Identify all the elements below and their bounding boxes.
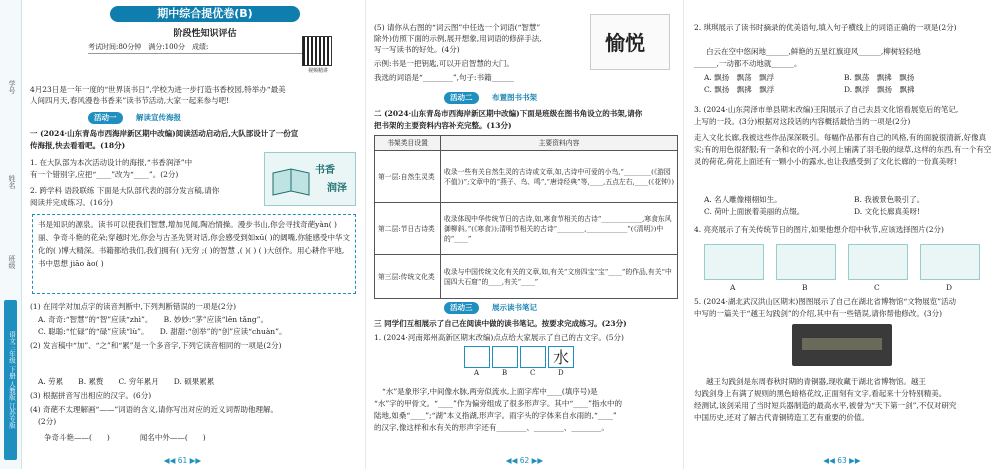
table-cell: 收录体现中华传统节日的古诗,如,寒食节相关的古诗“____________,寒食东风御柳斜。”(《寒食》);清明节相关的古诗“________,____________”(《清明》)中的“____” — [441, 203, 678, 255]
activity-1-title: 解读宣传海报 — [136, 113, 181, 122]
option-c-label: C — [530, 369, 536, 377]
q2-stem-1: 二 (2024·山东青岛市西海岸新区期中改编)下面是班级在图书角设立的书架,请你 — [374, 109, 643, 118]
q1-2-sub-4: (4) 奇葩不太理解画“——”词语的含义,请你写出对应的近义词帮助他理解。 — [30, 405, 279, 414]
q1-1-line-1: 1. 在大队部为本次活动设计的海报,“书香润泽”中 — [30, 158, 193, 167]
page-62 — [366, 0, 684, 469]
q1-5-line-3: 写一写读书的好处。(4分) — [374, 45, 460, 54]
q2-stem-2: 把书架的主要资料内容补充完整。(13分) — [374, 121, 512, 130]
q3-5-text-1: 越王勾践剑是东周春秋时期的青铜器,现收藏于湖北省博物馆。越王 — [706, 377, 926, 386]
q3-3-option-d: D. 文化长廊真美呀! — [854, 207, 921, 216]
table-cell: 收录一些有关自然生灵的古诗或文章,如,古诗中可爱的小鸟,“________(《游园不值》)”;文章中的“燕子、鸟、鸣”,“唐诗经典”等,____,五点左右,____(《花钟》) — [441, 151, 678, 203]
activity-2-label: 活动二 — [444, 92, 479, 104]
qr-caption: 视频精讲 — [307, 68, 328, 74]
q3-5-text-4: 中国历史,还对了解古代青铜铸造工艺有重要的价值。 — [694, 413, 869, 422]
intro-line-1: 4月23日是一年一度的“世界读书日”,学校为进一步打造书香校园,特举办“最美 — [30, 85, 286, 94]
page-number-63: ◀◀ 63 ▶▶ — [823, 456, 861, 465]
q3-2-option-a: A. 飘扬 飘荡 飘浮 — [704, 73, 775, 82]
option-a-label: A — [474, 369, 480, 377]
table-header: 主要资料内容 — [441, 136, 678, 151]
script-glyph-a — [464, 346, 490, 368]
q1-2-sub-1: (1) 在同学对加点字的读音判断中,下列判断错误的一项是(2分) — [30, 302, 237, 311]
word-cloud-main-word: 愉悦 — [605, 31, 645, 55]
activity-2-title: 布置图书书架 — [492, 93, 537, 102]
sword-photo — [792, 324, 892, 366]
q3-2-sentence-2: ______,一动都不动地就______。 — [694, 59, 802, 68]
q1-stem-1: 一 (2024·山东青岛市西海岸新区期中改编)阅读活动启动后,大队部设计了一份宣 — [30, 129, 299, 138]
picture-c-label: C — [874, 283, 880, 292]
picture-a-label: A — [730, 283, 736, 292]
festival-picture-a — [704, 244, 764, 280]
q3-1-text-2: “水”字的甲骨文。“____”作为偏旁组成了很多形声字。其中“____”指水中的 — [374, 399, 623, 408]
word-cloud — [590, 14, 670, 70]
q3-3-option-b: B. 我被景色吸引了。 — [854, 195, 925, 204]
q3-5-stem-2: 中写的一篇关于“越王勾践剑”的介绍,其中有一些错误,请你帮他修改。(3分) — [694, 309, 943, 318]
q1-2-sub-1-options-b: C. 聪聪:“忙碌”的“碌”应读“lù”。 D. 甜甜:“创举”的“创”应读“chuàn”。 — [38, 327, 287, 336]
option-d-label: D — [558, 369, 564, 377]
table-row — [375, 203, 678, 255]
q1-2-line-2: 阅读并完成练习。(16分) — [30, 198, 113, 207]
q3-1-text-4: 的汉字,像这样和水有关的形声字还有________、________、________。 — [374, 423, 609, 432]
page-63 — [684, 0, 1000, 469]
q3-2-stem: 2. 琪琪展示了读书时摘录的优美语句,填入句子横线上的词语正确的一项是(2分) — [694, 23, 957, 32]
q3-2-option-d: D. 飘浮 飘扬 飘拂 — [844, 85, 915, 94]
q3-3-option-c: C. 荷叶上面嵌着美丽的点缀。 — [704, 207, 805, 216]
exam-title: 期中综合提优卷(B) — [110, 6, 300, 22]
q1-2-sub-2: (2) 发言稿中“加”、“之”和“累”是一个多音字,下列它读音相同的一项是(2分) — [30, 341, 282, 350]
page-number-62: ◀◀ 62 ▶▶ — [505, 456, 544, 465]
q3-1-stem: 1. (2024·河南郑州高新区期末改编)点点给大家展示了自己的古文字。(5分) — [374, 333, 624, 342]
intro-line-2: 人间四月天,春风漫卷书香来”读书节活动,大家一起来参与吧! — [30, 96, 230, 105]
q1-stem-2: 传海报,快去看看吧。(18分) — [30, 141, 126, 150]
table-cell: 第二层:节日古诗类 — [375, 203, 441, 255]
student-number-label: 学号 — [8, 80, 16, 94]
activity-3-title: 展示读书笔记 — [492, 303, 537, 312]
q1-5-line-1: (5) 请你从右图的“词云图”中任选一个词语(“智慧” — [374, 23, 541, 32]
modern-character: 水 — [548, 346, 574, 368]
poster-text-2: 润泽 — [327, 183, 347, 194]
table-header: 书架类目设置 — [375, 136, 441, 151]
q3-3-stem-2: 上写的一段。(3分)根据对这段话的内容概括最恰当的一项是(2分) — [694, 117, 911, 126]
q3-2-option-b: B. 飘荡 飘拂 飘扬 — [844, 73, 915, 82]
table-row — [375, 255, 678, 299]
class-label: 班级 — [8, 255, 16, 269]
q3-5-stem-1: 5. (2024·湖北武汉洪山区期末)图图展示了自己在湖北省博物馆“文物展览”活动 — [694, 297, 957, 306]
activity-1-label: 活动一 — [88, 112, 123, 124]
q1-2-sub-3: (3) 根据拼音写出相应的汉字。(6分) — [30, 391, 152, 400]
table-cell: 第三层:传统文化类 — [375, 255, 441, 299]
table-row — [375, 151, 678, 203]
page-number-61: ◀◀ 61 ▶▶ — [163, 456, 202, 465]
q3-2-option-c: C. 飘扬 飘拂 飘浮 — [704, 85, 775, 94]
poster-text-1: 书香 — [315, 165, 335, 176]
script-glyph-c — [520, 346, 546, 368]
q3-3-stem-1: 3. (2024·山东菏泽市单县期末改编)王阳展示了自己去县文化馆看展览后的笔记, — [694, 105, 959, 114]
q3-3-option-a: A. 名人雕像栩栩如生。 — [704, 195, 782, 204]
q3-3-passage: 走入文化长廊,我被这些作品深深吸引。每幅作品都有自己的风格,有的面貌很清新,好像真实;有的用色很舒服;有一条和衣的小河,小河上铺满了羽毛般的绿草,这样的东西,有一个有空灵的荷花,荷花上面还有一颗小小的露水,也让我感受到了文化长廊的一份真美呀! — [694, 133, 992, 166]
q3-2-sentence-1: 白云在空中悠闲地______,鲜艳的五星红旗迎风______,柳树轻轻地 — [706, 47, 921, 56]
q1-2-sub-2-options: A. 劳累 B. 累赘 C. 穷年累月 D. 硕果累累 — [38, 377, 215, 386]
q3-stem: 三 同学们互相展示了自己在阅读中做的读书笔记。按要求完成练习。(23分) — [374, 319, 627, 328]
picture-d-label: D — [946, 283, 953, 292]
edition-label: 语文三年级 下册 人教版 江苏专版 — [4, 300, 17, 460]
name-label: 姓名 — [8, 175, 16, 189]
q1-5-example: 示例:书是一把钥匙,可以开启智慧的大门。 — [374, 59, 514, 68]
q3-1-text-1: “水”是象形字,中间像水脉,两旁似流水,上面字库中____(填序号)是 — [382, 387, 598, 396]
table-cell: 收录与中国传统文化有关的文章,如,有关“文房四宝”宝“____”的作品,有关“中国四大石窟”的____,有关“____” — [441, 255, 678, 299]
q1-2-line-1: 2. 跨学科 语段联练 下面是大队部代表的部分发言稿,请你 — [30, 186, 220, 195]
picture-b-label: B — [802, 283, 808, 292]
script-glyph-b — [492, 346, 518, 368]
option-b-label: B — [502, 369, 508, 377]
speech-draft-box: 书是知识的源泉。读书可以使我们智慧,增加见闻,陶冶情操。漫步书山,你会寻找奇葩yàn( )丽、争奇斗艳的花朵;穿越时光,你会与古圣先贤对话,你会感受到如xū( )的阔嘴,你能感受中华文化的( )博大精深。书籍都给我们,我们拥有( )无穷 ;( )的智慧 ,( )( ) ( )大创作。用心耕作平地,书中思想 jiāo ào( ) — [32, 214, 356, 294]
exam-info: 考试时间:80分钟 满分:100分 成绩: — [88, 42, 328, 54]
q3-4-stem: 4. 亮亮展示了有关传统节日的图片,如果他想介绍中秋节,应该选择图片(2分) — [694, 225, 944, 234]
q1-5-line-2: 除外)仿照下面的示例,展开想象,用词语的修辞手法, — [374, 34, 542, 43]
book-icon — [271, 165, 311, 199]
exam-subtitle: 阶段性知识评估 — [173, 29, 237, 39]
festival-picture-c — [848, 244, 908, 280]
qr-code[interactable] — [302, 36, 332, 66]
bookshelf-table — [374, 135, 678, 299]
q3-5-text-3: 经测试,该剑采用了当时短兵器制造的最高水平,被誉为“天下第一剑”,不仅对研究 — [694, 401, 957, 410]
q1-2-sub-4-score: (2分) — [38, 417, 57, 426]
q3-5-text-2: 勾践剑身上有满了规则的黑色暗格花纹,正面刻有文字,看起来十分特别精美。 — [694, 389, 947, 398]
q1-5-answer: 我选的词语是“________”,句子:书籍______ — [374, 73, 515, 82]
q1-2-sub-1-options-a: A. 奇奇:“智慧”的“智”应读“zhì”。 B. 妙妙:“茅”应读“lēn tǎng”。 — [38, 315, 268, 324]
reading-poster-illustration — [264, 152, 356, 206]
page-61 — [0, 0, 366, 469]
festival-picture-d — [920, 244, 980, 280]
ancient-script-figure — [464, 346, 594, 380]
q1-1-line-2: 有一个错别字,应把“____”改为“____”。(2分) — [30, 170, 179, 179]
binding-strip — [0, 0, 22, 469]
q1-2-sub-4-blanks: 争奇斗艳——( ) 闻名中外——( ) — [44, 433, 206, 442]
q3-1-text-3: 陆地,如桑“____”;“湖”本义指湖,形声字。雨字头的字体来自水雨的,“____” — [374, 411, 617, 420]
table-header-row — [375, 136, 678, 151]
festival-picture-b — [776, 244, 836, 280]
table-cell: 第一层:自然生灵类 — [375, 151, 441, 203]
activity-3-label: 活动三 — [444, 302, 479, 314]
